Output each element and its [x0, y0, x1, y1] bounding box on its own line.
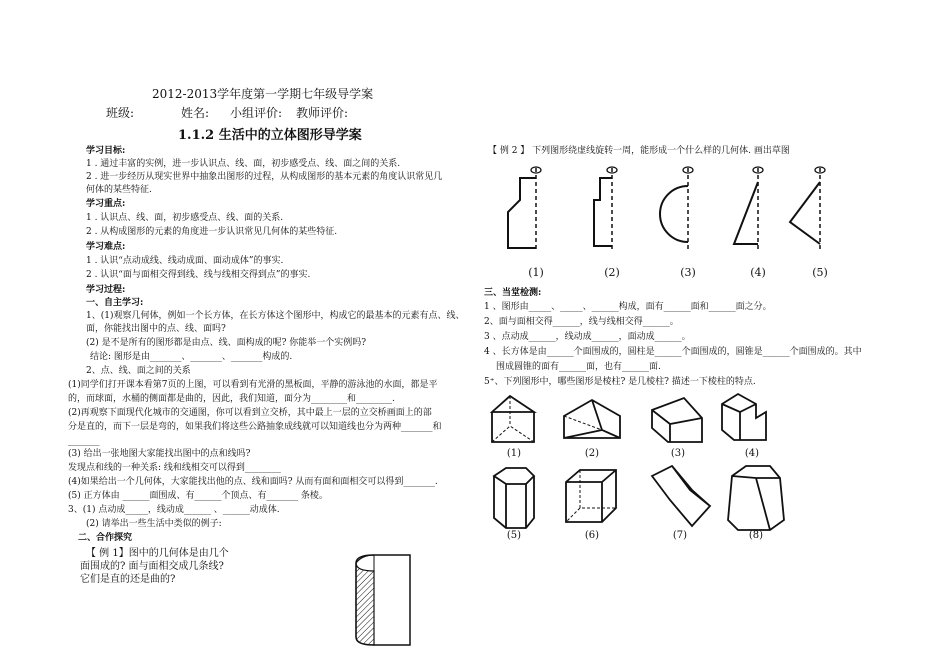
field-class: 班级:	[106, 106, 135, 120]
solid-4	[722, 394, 766, 440]
field-name: 姓名:	[181, 106, 210, 120]
line-1: 1、(1)观察几何体，例如一个长方体，在长方体这个图形中，构成它的最基本的元素有点、线、	[86, 311, 465, 321]
rotation-fig-3	[660, 167, 693, 252]
rotation-fig-5	[790, 167, 825, 252]
example-1-line-b: 面围成的? 面与面相交成几条线?	[80, 561, 224, 572]
line-13: (4)如果给出一个几何体，大家能找出他的点、线和面吗? 从而有面和面相交可以得到_______.	[68, 477, 438, 487]
half-cylinder-figure	[352, 553, 414, 653]
goal-2b: 何体的某些特征.	[86, 185, 152, 195]
example-1-line-c: 它们是直的还是曲的?	[80, 574, 176, 585]
solid-label-5: (5)	[506, 530, 522, 540]
solid-3	[652, 398, 702, 442]
solid-1	[492, 396, 534, 442]
field-group-eval: 小组评价:	[230, 106, 283, 120]
solid-label-3: (3)	[670, 448, 686, 459]
section-1-heading: 一、自主学习:	[86, 298, 144, 308]
line-15: 3、(1) 点动成_____，线动成______ 、______动成体.	[68, 505, 280, 515]
question-3: 3 、点动成______，线动成______，面动成______。	[484, 332, 691, 342]
rotation-figures	[500, 160, 840, 285]
line-2: 面，你能找出图中的点、线、面吗?	[86, 324, 226, 334]
solid-label-7: (7)	[672, 530, 688, 540]
question-4b: 围成圆锥的面有______面，也有______面.	[496, 362, 661, 372]
lesson-title: 1.1.2 生活中的立体图形导学案	[178, 128, 362, 143]
solid-label-4: (4)	[744, 448, 760, 459]
line-5: 2、点、线、面之间的关系	[86, 366, 191, 376]
rotation-fig-4	[734, 167, 763, 252]
solid-label-2: (2)	[584, 448, 600, 459]
key-heading: 学习重点:	[86, 199, 126, 209]
solid-7	[652, 466, 710, 526]
solid-5	[494, 468, 534, 528]
example-1-line-a: 【 例 1】图中的几何体是由几个	[86, 548, 229, 559]
key-1: 1 . 认识点、线、面，初步感受点、线、面的关系.	[86, 213, 284, 223]
difficulty-1: 1 . 认识“点动成线、线动成面、面动成体”的事实.	[86, 256, 284, 266]
line-16: (2) 请举出一些生活中类似的例子:	[86, 519, 222, 529]
question-4a: 4 、长方体是由______个面围成的，圆柱是______个面围成的，圆锥是______个面围成的。其中	[484, 347, 862, 357]
process-heading: 学习过程:	[86, 285, 126, 295]
solid-label-6: (6)	[584, 530, 600, 540]
solid-label-8: (8)	[748, 530, 764, 540]
section-2-heading: 二、合作探究	[78, 533, 133, 543]
rotation-fig-1	[508, 167, 541, 252]
question-1: 1 、图形由_____、_____、______构成，面有______面和______面之分。	[484, 302, 772, 312]
rotation-fig-2	[594, 167, 617, 252]
solid-2	[564, 400, 620, 438]
doc-title: 2012-2013学年度第一学期七年级导学案	[152, 87, 374, 101]
goal-2a: 2 . 进一步经历从现实世界中抽象出图形的过程，从构成图形的基本元素的角度认识常见几	[86, 172, 443, 182]
line-10: _______	[68, 436, 100, 446]
rotation-label-5: (5)	[812, 266, 828, 279]
field-teacher-eval: 教师评价:	[296, 106, 349, 120]
line-4: 结论: 图形是由_______、_______、_______构成的.	[90, 352, 293, 362]
rotation-label-4: (4)	[750, 266, 766, 279]
example-2-text: 【 例 2 】 下列图形绕虚线旋转一周，能形成一个什么样的几何体. 画出草图	[488, 146, 790, 156]
line-9: 分是直的，而下一层是弯的，如果我们将这些公路抽象成线就可以知道线也分为两种_______和	[68, 422, 442, 432]
line-11: (3) 给出一张地图大家能找出图中的点和线吗?	[68, 449, 251, 459]
solid-label-1: (1)	[506, 448, 522, 459]
solid-figures	[484, 390, 814, 540]
goals-heading: 学习目标:	[86, 146, 126, 156]
line-7: 的，而球面，水桶的侧面都是曲的，因此，我们知道，面分为________和________.	[68, 394, 395, 404]
line-6: (1)同学们打开课本看第7页的上图，可以看到有光滑的黑板面，平静的游泳池的水面，都是平	[68, 380, 438, 390]
question-5: 5⁺、下列图形中，哪些图形是棱柱? 是几棱柱? 描述一下棱柱的特点.	[484, 377, 756, 387]
rotation-label-3: (3)	[680, 266, 696, 279]
difficulty-heading: 学习难点:	[86, 242, 126, 252]
solid-8	[728, 466, 784, 530]
solid-6	[566, 470, 616, 522]
goal-1: 1 . 通过丰富的实例，进一步认识点、线、面，初步感受点、线、面之间的关系.	[86, 159, 401, 169]
key-2: 2 . 从构成图形的元素的角度进一步认识常见几何体的某些特征.	[86, 227, 338, 237]
line-8: (2)再观察下面现代化城市的交通图，你可以看到立交桥，其中最上一层的立交桥画面上的部	[68, 408, 432, 418]
line-3: (2) 是不是所有的图形都是由点、线、面构成的呢? 你能举一个实例吗?	[86, 338, 367, 348]
rotation-label-1: (1)	[528, 266, 544, 279]
line-12: 发现点和线的一种关系: 线和线相交可以得到________	[68, 463, 281, 473]
line-14: (5) 正方体由 ______面围成、有______个顶点、有_______ 条棱。	[68, 491, 328, 501]
section-3-heading: 三、当堂检测:	[484, 288, 542, 298]
difficulty-2: 2 . 认识“面与面相交得到线、线与线相交得到点”的事实.	[86, 270, 311, 280]
rotation-label-2: (2)	[604, 266, 620, 279]
question-2: 2、面与面相交得______，线与线相交得______。	[484, 317, 679, 327]
